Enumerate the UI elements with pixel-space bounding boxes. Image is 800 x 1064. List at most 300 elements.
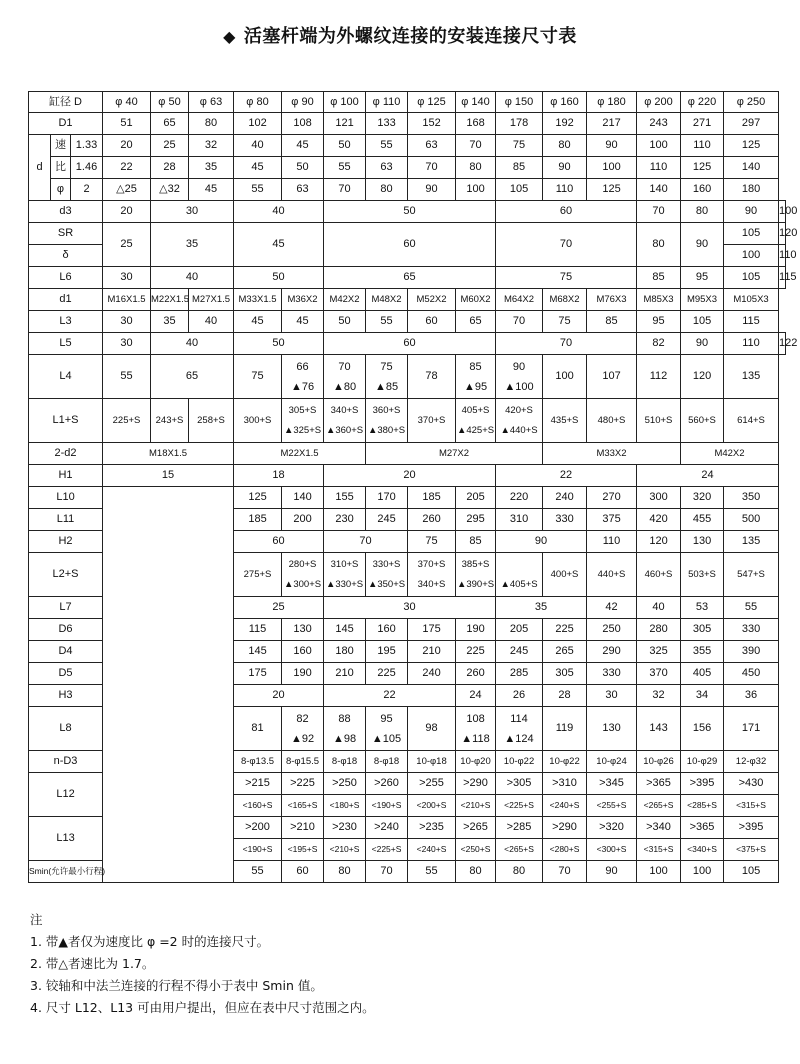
- cell: 145: [234, 641, 282, 663]
- cell: M18X1.5: [103, 443, 234, 465]
- cell: 435+S: [543, 399, 587, 443]
- cell: M27X1.5: [189, 289, 234, 311]
- cell: 105: [496, 179, 543, 201]
- cell: 122: [779, 333, 786, 355]
- cell: 160: [681, 179, 724, 201]
- cell: 112: [637, 355, 681, 399]
- cell: 217: [587, 113, 637, 135]
- cell: 22: [324, 685, 456, 707]
- cell: 10-φ26: [637, 751, 681, 773]
- cell: 185: [408, 487, 456, 509]
- cell: 330: [543, 509, 587, 531]
- cell-line: ▲124: [504, 732, 534, 745]
- cell: 70: [366, 861, 408, 883]
- cell: 225: [366, 663, 408, 685]
- cell: 145: [324, 619, 366, 641]
- cell: 190: [456, 619, 496, 641]
- cell: 80: [324, 861, 366, 883]
- row-label: H2: [29, 531, 103, 553]
- cell: 140: [724, 157, 779, 179]
- cell: 8-φ18: [324, 751, 366, 773]
- cell: <165+S: [282, 795, 324, 817]
- cell: >290: [456, 773, 496, 795]
- cell: 178: [496, 113, 543, 135]
- cell-line: ▲85: [374, 380, 399, 393]
- cell: 271: [681, 113, 724, 135]
- cell: 10-φ22: [543, 751, 587, 773]
- cell-line: ▲80: [332, 380, 357, 393]
- header-cell: φ 180: [587, 92, 637, 113]
- cell: 155: [324, 487, 366, 509]
- row-label: 比: [51, 157, 71, 179]
- cell: 40: [234, 135, 282, 157]
- cell: 30: [587, 685, 637, 707]
- cell: 121: [324, 113, 366, 135]
- table-row: [29, 135, 786, 157]
- cell-line: 420+S: [505, 404, 533, 416]
- cell: 80: [366, 179, 408, 201]
- cell: 100: [456, 179, 496, 201]
- cell: 100: [724, 245, 779, 267]
- cell: [282, 399, 324, 443]
- cell: M22X1.5: [234, 443, 366, 465]
- cell: 70: [496, 311, 543, 333]
- cell: <255+S: [587, 795, 637, 817]
- cell: 245: [496, 641, 543, 663]
- cell: 143: [637, 707, 681, 751]
- cell: 130: [587, 707, 637, 751]
- cell: 510+S: [637, 399, 681, 443]
- note-item: 2. 带△者速比为 1.7。: [30, 956, 155, 971]
- table-row: [29, 399, 786, 443]
- cell-line: 95: [380, 712, 393, 725]
- cell: 18: [234, 465, 324, 487]
- cell: >240: [366, 817, 408, 839]
- cell: 105: [681, 311, 724, 333]
- cell: [366, 553, 408, 597]
- row-label: L3: [29, 311, 103, 333]
- cell: 370: [637, 663, 681, 685]
- header-cell: φ 63: [189, 92, 234, 113]
- cell: 45: [282, 135, 324, 157]
- row-label: H1: [29, 465, 103, 487]
- cell: 133: [366, 113, 408, 135]
- cell: 614+S: [724, 399, 779, 443]
- header-cell: 缸径 D: [29, 92, 103, 113]
- header-cell: φ 125: [408, 92, 456, 113]
- cell: 55: [366, 311, 408, 333]
- cell-line: 75: [380, 360, 393, 373]
- cell-line: ▲440+S: [500, 424, 538, 436]
- cell: 50: [234, 267, 324, 289]
- cell: >235: [408, 817, 456, 839]
- row-label: L7: [29, 597, 103, 619]
- cell: 35: [496, 597, 587, 619]
- cell: 400+S: [543, 553, 587, 597]
- cell: 100: [779, 201, 786, 223]
- cell: 130: [681, 531, 724, 553]
- cell-line: 405+S: [461, 404, 490, 416]
- header-cell: φ 90: [282, 92, 324, 113]
- cell: 297: [724, 113, 779, 135]
- row-label: L4: [29, 355, 103, 399]
- cell: 210: [408, 641, 456, 663]
- cell: 50: [234, 333, 324, 355]
- cell: 45: [282, 311, 324, 333]
- row-label: L12: [29, 773, 103, 817]
- cell: >395: [681, 773, 724, 795]
- cell: 60: [234, 531, 324, 553]
- cell: 10-φ18: [408, 751, 456, 773]
- cell: 152: [408, 113, 456, 135]
- cell: 460+S: [637, 553, 681, 597]
- cell: 63: [408, 135, 456, 157]
- cell: 40: [189, 311, 234, 333]
- cell-line: ▲92: [290, 732, 315, 745]
- table-row: [29, 355, 786, 399]
- row-label: 1.33: [71, 135, 103, 157]
- cell: 195: [366, 641, 408, 663]
- cell: 390: [724, 641, 779, 663]
- cell: 40: [151, 333, 234, 355]
- cell: 305: [543, 663, 587, 685]
- cell: 250: [587, 619, 637, 641]
- header-cell: φ 200: [637, 92, 681, 113]
- cell: [324, 553, 366, 597]
- cell: 90: [587, 135, 637, 157]
- cell: M60X2: [456, 289, 496, 311]
- cell: [496, 399, 543, 443]
- cell: 125: [587, 179, 637, 201]
- header-cell: φ 110: [366, 92, 408, 113]
- cell-line: 310+S: [330, 558, 359, 570]
- cell: 220: [496, 487, 543, 509]
- row-label: L13: [29, 817, 103, 861]
- cell: 110: [543, 179, 587, 201]
- cell: 258+S: [189, 399, 234, 443]
- cell: >365: [681, 817, 724, 839]
- cell: 240: [543, 487, 587, 509]
- cell: 500: [724, 509, 779, 531]
- table-row: [29, 201, 786, 223]
- cell: 60: [282, 861, 324, 883]
- cell: 30: [151, 201, 234, 223]
- cell: <225+S: [496, 795, 543, 817]
- cell: [282, 553, 324, 597]
- cell: 28: [543, 685, 587, 707]
- cell: 85: [637, 267, 681, 289]
- row-label: D5: [29, 663, 103, 685]
- header-cell: φ 50: [151, 92, 189, 113]
- cell: 125: [234, 487, 282, 509]
- cell: 24: [456, 685, 496, 707]
- cell-line: 360+S: [372, 404, 401, 416]
- cell: 22: [103, 157, 151, 179]
- cell: 70: [456, 135, 496, 157]
- cell: 70: [637, 201, 681, 223]
- cell-line: 340+S: [417, 578, 446, 590]
- cell: 80: [496, 861, 543, 883]
- cell: △32: [151, 179, 189, 201]
- cell: 450: [724, 663, 779, 685]
- row-label: L6: [29, 267, 103, 289]
- cell: >200: [234, 817, 282, 839]
- cell: 55: [234, 861, 282, 883]
- row-label: L11: [29, 509, 103, 531]
- cell: 305: [681, 619, 724, 641]
- cell: 243: [637, 113, 681, 135]
- cell: >225: [282, 773, 324, 795]
- cell: 85: [456, 531, 496, 553]
- table-row: [29, 223, 786, 245]
- cell: 245: [366, 509, 408, 531]
- cell: 80: [543, 135, 587, 157]
- cell: M85X3: [637, 289, 681, 311]
- cell: 80: [456, 157, 496, 179]
- cell: 105: [724, 223, 779, 245]
- cell: 85: [587, 311, 637, 333]
- cell: 110: [637, 157, 681, 179]
- header-cell: φ 80: [234, 92, 282, 113]
- table-row: [29, 92, 786, 113]
- cell: >305: [496, 773, 543, 795]
- cell: 330: [587, 663, 637, 685]
- cell: <195+S: [282, 839, 324, 861]
- cell: <210+S: [456, 795, 496, 817]
- cell: 455: [681, 509, 724, 531]
- cell: [456, 399, 496, 443]
- cell: 40: [637, 597, 681, 619]
- cell: <210+S: [324, 839, 366, 861]
- cell: 24: [637, 465, 779, 487]
- cell: ▲405+S: [496, 553, 543, 597]
- cell: 75: [496, 135, 543, 157]
- cell: <240+S: [408, 839, 456, 861]
- page-title: [0, 22, 800, 48]
- cell: 80: [637, 223, 681, 267]
- cell-line: 70: [338, 360, 351, 373]
- cell: 42: [587, 597, 637, 619]
- cell-line: 66: [296, 360, 309, 373]
- cell: >250: [324, 773, 366, 795]
- cell: 503+S: [681, 553, 724, 597]
- cell: 243+S: [151, 399, 189, 443]
- title-text: 活塞杆端为外螺纹连接的安装连接尺寸表: [243, 26, 577, 47]
- cell: 95: [637, 311, 681, 333]
- cell: M42X2: [681, 443, 779, 465]
- cell: 100: [587, 157, 637, 179]
- cell: [324, 707, 366, 751]
- cell: >310: [543, 773, 587, 795]
- cell: 55: [103, 355, 151, 399]
- cell: M48X2: [366, 289, 408, 311]
- header-cell: φ 140: [456, 92, 496, 113]
- cell: 135: [724, 355, 779, 399]
- cell: 160: [366, 619, 408, 641]
- cell: 120: [637, 531, 681, 553]
- row-label: Smin(允许最小行程): [29, 861, 103, 883]
- cell: [324, 399, 366, 443]
- cell: 270: [587, 487, 637, 509]
- cell: 55: [324, 157, 366, 179]
- notes-heading: 注: [30, 912, 43, 927]
- cell: 80: [456, 861, 496, 883]
- cell: 34: [681, 685, 724, 707]
- cell: 65: [151, 355, 234, 399]
- cell: 405: [681, 663, 724, 685]
- cell-line: ▲300+S: [283, 578, 322, 590]
- cell: <225+S: [366, 839, 408, 861]
- cell: <340+S: [681, 839, 724, 861]
- cell: 190: [282, 663, 324, 685]
- cell: 440+S: [587, 553, 637, 597]
- row-label: L2+S: [29, 553, 103, 597]
- cell: 320: [681, 487, 724, 509]
- header-cell: φ 150: [496, 92, 543, 113]
- cell: <280+S: [543, 839, 587, 861]
- cell: 350: [724, 487, 779, 509]
- cell: M42X2: [324, 289, 366, 311]
- cell: 10-φ22: [496, 751, 543, 773]
- cell: 102: [234, 113, 282, 135]
- cell: 108: [282, 113, 324, 135]
- cell: 95: [681, 267, 724, 289]
- cell: 80: [681, 201, 724, 223]
- cell: 50: [324, 201, 496, 223]
- cell: 30: [103, 333, 151, 355]
- row-label: H3: [29, 685, 103, 707]
- cell: [456, 707, 496, 751]
- cell: 26: [496, 685, 543, 707]
- cell: <200+S: [408, 795, 456, 817]
- cell: 75: [543, 311, 587, 333]
- cell: 120: [681, 355, 724, 399]
- cell: 325: [637, 641, 681, 663]
- cell: M27X2: [366, 443, 543, 465]
- dimension-table: [28, 91, 798, 883]
- row-label: φ: [51, 179, 71, 201]
- cell: >395: [724, 817, 779, 839]
- cell: 60: [324, 333, 496, 355]
- cell: >290: [543, 817, 587, 839]
- cell: 63: [282, 179, 324, 201]
- header-cell: φ 160: [543, 92, 587, 113]
- cell-line: ▲118: [461, 732, 490, 745]
- cell: 90: [681, 223, 724, 267]
- cell: <285+S: [681, 795, 724, 817]
- cell: 35: [151, 223, 234, 267]
- cell: 90: [724, 201, 779, 223]
- cell: 10-φ20: [456, 751, 496, 773]
- row-label: SR: [29, 223, 103, 245]
- cell: >230: [324, 817, 366, 839]
- cell: 65: [456, 311, 496, 333]
- cell: M16X1.5: [103, 289, 151, 311]
- cell: 100: [637, 135, 681, 157]
- table-row: [29, 179, 786, 201]
- cell: 330: [724, 619, 779, 641]
- cell-line: ▲390+S: [456, 578, 495, 590]
- cell: 70: [543, 861, 587, 883]
- cell: M76X3: [587, 289, 637, 311]
- cell: >210: [282, 817, 324, 839]
- cell-line: ▲330+S: [325, 578, 364, 590]
- cell: <265+S: [496, 839, 543, 861]
- row-label: D6: [29, 619, 103, 641]
- cell: 36: [724, 685, 779, 707]
- cell-line: ▲425+S: [456, 424, 495, 436]
- cell: 85: [496, 157, 543, 179]
- table-row: [29, 289, 786, 311]
- cell: 25: [151, 135, 189, 157]
- table-row: [29, 465, 786, 487]
- cell: 230: [324, 509, 366, 531]
- cell: [456, 355, 496, 399]
- note-item: 1. 带▲者仅为速度比 φ =2 时的连接尺寸。: [30, 934, 270, 949]
- cell-line: 340+S: [330, 404, 359, 416]
- cell: 32: [189, 135, 234, 157]
- cell: 100: [637, 861, 681, 883]
- cell-line: 90: [512, 360, 526, 373]
- row-label: d: [29, 135, 51, 201]
- cell: 75: [234, 355, 282, 399]
- cell-line: ▲380+S: [367, 424, 406, 436]
- cell: 98: [408, 707, 456, 751]
- header-cell: φ 250: [724, 92, 779, 113]
- cell-line: 88: [338, 712, 351, 725]
- cell: 75: [496, 267, 637, 289]
- cell: >365: [637, 773, 681, 795]
- cell: [324, 355, 366, 399]
- cell: 70: [324, 179, 366, 201]
- cell: 100: [681, 861, 724, 883]
- cell: 125: [681, 157, 724, 179]
- cell: 285: [496, 663, 543, 685]
- cell: 45: [189, 179, 234, 201]
- cell: 55: [366, 135, 408, 157]
- cell: 156: [681, 707, 724, 751]
- cell: 225+S: [103, 399, 151, 443]
- cell: 90: [408, 179, 456, 201]
- row-label: n-D3: [29, 751, 103, 773]
- cell: <190+S: [366, 795, 408, 817]
- cell: 100: [543, 355, 587, 399]
- header-cell: φ 40: [103, 92, 151, 113]
- cell-line: 114: [510, 712, 528, 725]
- cell: M105X3: [724, 289, 779, 311]
- cell: <160+S: [234, 795, 282, 817]
- cell: <190+S: [234, 839, 282, 861]
- cell: 290: [587, 641, 637, 663]
- cell: 90: [496, 531, 587, 553]
- cell: 135: [724, 531, 779, 553]
- cell: 170: [366, 487, 408, 509]
- cell: △25: [103, 179, 151, 201]
- cell: 110: [779, 245, 786, 267]
- cell: 45: [234, 157, 282, 179]
- cell: [366, 355, 408, 399]
- table-row: [29, 267, 786, 289]
- cell: 110: [681, 135, 724, 157]
- cell: [496, 355, 543, 399]
- note-item: 3. 铰轴和中法兰连接的行程不得小于表中 Smin 值。: [30, 978, 323, 993]
- cell: 75: [408, 531, 456, 553]
- cell: 275+S: [234, 553, 282, 597]
- cell: 180: [324, 641, 366, 663]
- cell: 265: [543, 641, 587, 663]
- cell: <315+S: [724, 795, 779, 817]
- cell: 295: [456, 509, 496, 531]
